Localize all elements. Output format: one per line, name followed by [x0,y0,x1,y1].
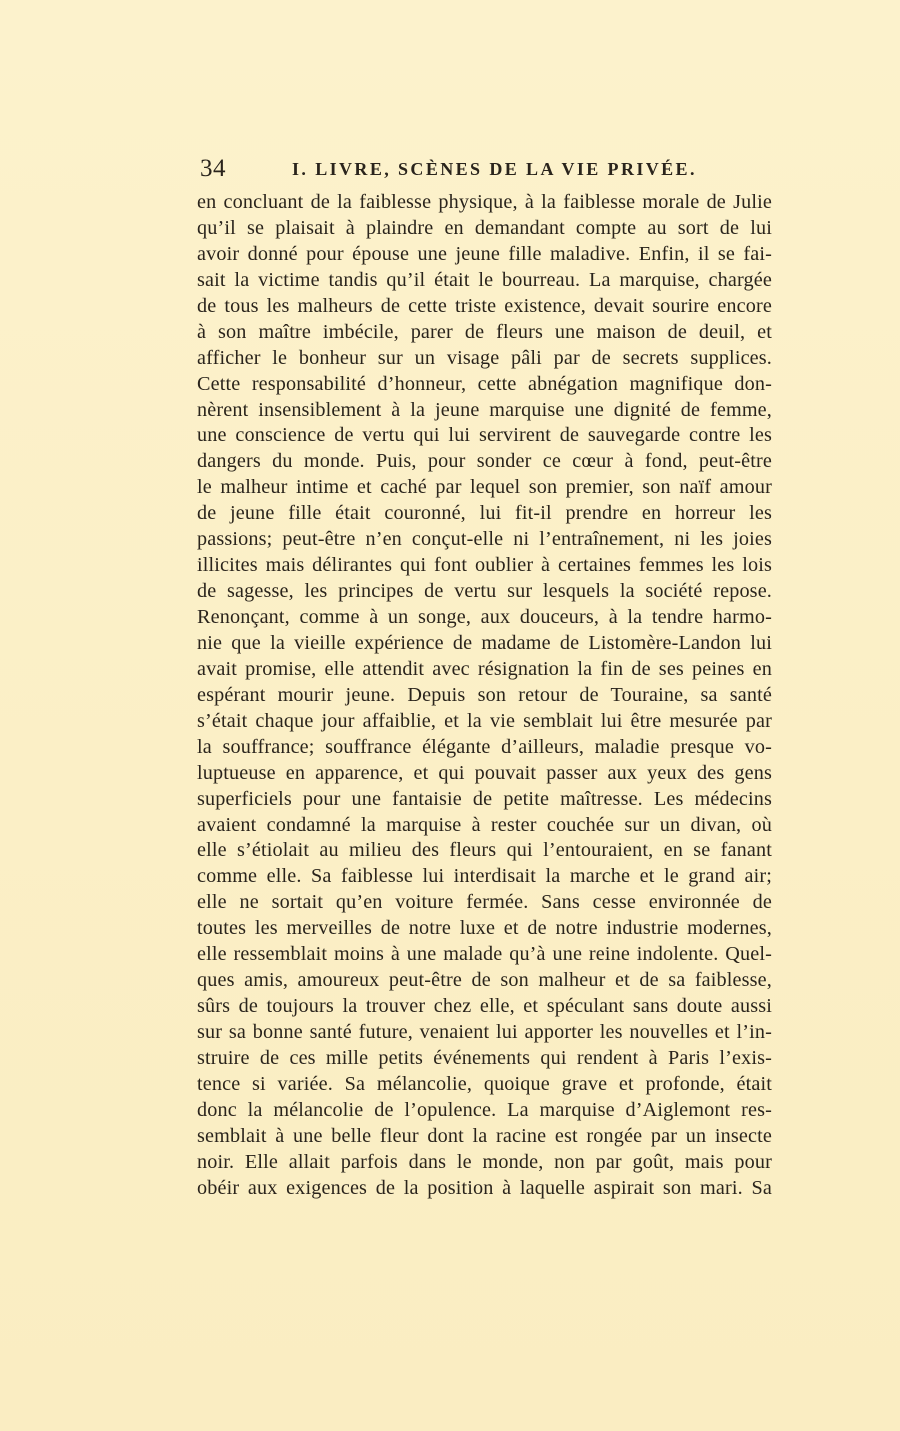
text-line: la souffrance; souffrance élégante d’ailleurs, maladie presque vo- [197,735,772,758]
text-line: illicites mais délirantes qui font oublier à certaines femmes les lois [197,554,772,577]
text-line: de sagesse, les principes de vertu sur lesquels la société repose. [197,580,772,603]
text-line: sûrs de toujours la trouver chez elle, et spéculant sans doute aussi [197,995,772,1018]
text-line: comme elle. Sa faiblesse lui interdisait la marche et le grand air; [197,865,772,888]
text-line: toutes les merveilles de notre luxe et de notre industrie modernes, [197,917,772,940]
text-line: struire de ces mille petits événements qui rendent à Paris l’exis- [197,1046,772,1069]
text-line: nèrent insensiblement à la jeune marquise une dignité de femme, [197,398,772,421]
text-line: Renonçant, comme à un songe, aux douceurs, à la tendre harmo- [197,606,772,628]
text-line: s’était chaque jour affaiblie, et la vie semblait lui être mesurée par [197,709,772,732]
text-line: tence si variée. Sa mélancolie, quoique grave et profonde, était [197,1072,772,1095]
text-line: sait la victime tandis qu’il était le bourreau. La marquise, chargée [197,268,772,291]
text-line: de jeune fille était couronné, lui fit-il prendre en horreur les [197,502,772,525]
text-line: de tous les malheurs de cette triste existence, devait sourire encore [197,294,772,317]
text-line: noir. Elle allait parfois dans le monde, non par goût, mais pour [197,1150,772,1173]
page-number: 34 [200,155,226,182]
text-line: dangers du monde. Puis, pour sonder ce cœur à fond, peut-être [197,450,772,473]
text-line: sur sa bonne santé future, venaient lui apporter les nouvelles et l’in- [197,1021,772,1043]
text-line: nie que la vieille expérience de madame de Listomère-Landon lui [197,631,772,654]
text-line: à son maître imbécile, parer de fleurs une maison de deuil, et [197,320,772,343]
text-line: Cette responsabilité d’honneur, cette abnégation magnifique don- [197,372,772,395]
text-line: elle ressemblait moins à une malade qu’à une reine indolente. Quel- [197,943,772,966]
text-line: avait promise, elle attendit avec résignation la fin de ses peines en [197,657,772,680]
body-text [197,190,772,1202]
text-line: espérant mourir jeune. Depuis son retour de Touraine, sa santé [197,683,772,706]
text-line: donc la mélancolie de l’opulence. La marquise d’Aiglemont res- [197,1098,772,1121]
text-line: avaient condamné la marquise à rester couchée sur un divan, où [197,813,772,836]
running-title: I. LIVRE, SCÈNES DE LA VIE PRIVÉE. [292,159,697,179]
text-line: qu’il se plaisait à plaindre en demandant compte au sort de lui [197,216,772,239]
ink-show-through [800,640,860,870]
text-line: superficiels pour une fantaisie de petite maîtresse. Les médecins [197,787,772,810]
text-line: avoir donné pour épouse une jeune fille maladive. Enfin, il se fai- [197,242,772,265]
text-line: elle ne sortait qu’en voiture fermée. Sans cesse environnée de [197,891,772,914]
text-line: luptueuse en apparence, et qui pouvait passer aux yeux des gens [197,761,772,784]
page-header [197,152,772,192]
text-line: elle s’étiolait au milieu des fleurs qui l’entouraient, en se fanant [197,839,772,862]
text-line: ques amis, amoureux peut-être de son malheur et de sa faiblesse, [197,969,772,992]
text-line: afficher le bonheur sur un visage pâli par de secrets supplices. [197,346,772,369]
text-line: obéir aux exigences de la position à laquelle aspirait son mari. Sa [197,1176,772,1199]
text-line: une conscience de vertu qui lui servirent de sauvegarde contre les [197,424,772,447]
text-line: le malheur intime et caché par lequel son premier, son naïf amour [197,476,772,499]
text-line: semblait à une belle fleur dont la racine est rongée par un insecte [197,1124,772,1147]
text-line: passions; peut-être n’en conçut-elle ni l’entraînement, ni les joies [197,528,772,551]
text-line: en concluant de la faiblesse physique, à la faiblesse morale de Julie [197,191,772,213]
